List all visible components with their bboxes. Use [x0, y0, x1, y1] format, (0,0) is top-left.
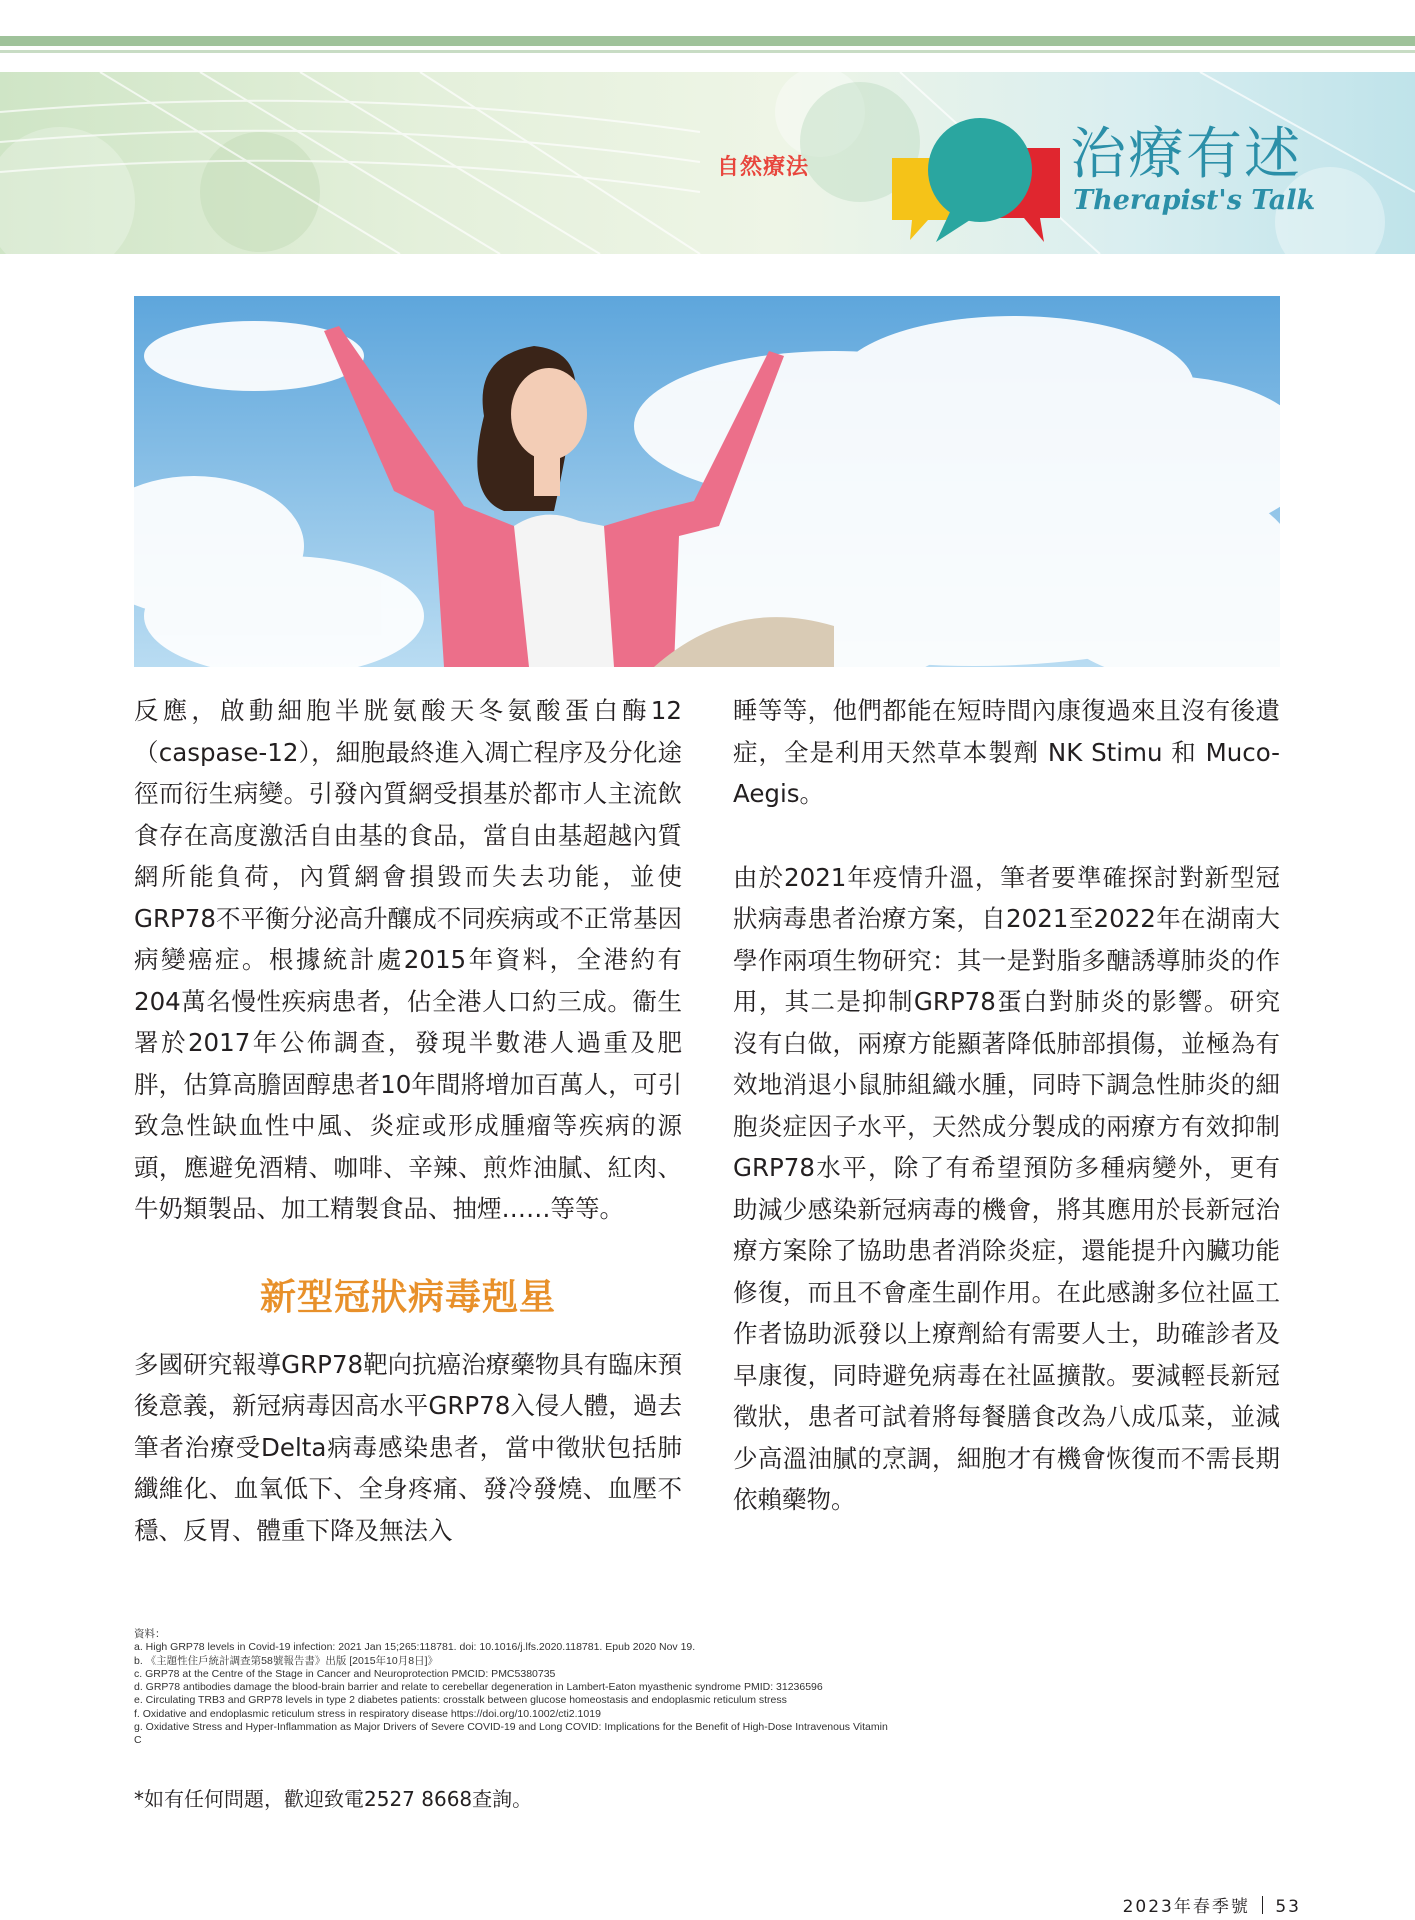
left-paragraph-2: 多國研究報導GRP78靶向抗癌治療藥物具有臨床預後意義，新冠病毒因高水平GRP78入侵人體，過去筆者治療受Delta病毒感染患者，當中徵狀包括肺纖維化、血氧低下、全身疼痛、發冷發燒、血壓不穩、反胃、體重下降及無法入 — [134, 1349, 682, 1545]
top-rule-thin — [0, 50, 1415, 53]
photo-woman-sky-icon — [134, 296, 1280, 667]
reference-item: c. GRP78 at the Centre of the Stage in Cancer and Neuroprotection PMCID: PMC5380735 — [134, 1667, 556, 1680]
hero-photo — [134, 296, 1280, 667]
right-paragraph-2: 由於2021年疫情升溫，筆者要準確探討對新型冠狀病毒患者治療方案，自2021至2022年在湖南大學作兩項生物研究：其一是對脂多醣誘導肺炎的作用，其二是抑制GRP78蛋白對肺炎的影響。研究沒有白做，兩療方能顯著降低肺部損傷，並極為有效地消退小鼠肺組織水腫，同時下調急性肺炎的細胞炎症因子水平，天然成分製成的兩療方有效抑制GRP78水平，除了有希望預防多種病變外，更有助減少感染新冠病毒的機會，將其應用於長新冠治療方案除了協助患者消除炎症，還能提升內臟功能修復，而且不會產生副作用。在此感謝多位社區工作者協助派發以上療劑給有需要人士，助確診者及早康復，同時避免病毒在社區擴散。要減輕長新冠徵狀，患者可試着將每餐膳食改為八成瓜菜，並減少高溫油膩的烹調，細胞才有機會恢復而不需長期依賴藥物。 — [733, 862, 1280, 1514]
reference-item: b. 《主題性住戶統計調查第58號報告書》出版 [2015年10月8日]》 — [134, 1654, 438, 1667]
column-title: 治療有述 — [1070, 122, 1302, 187]
enquiry-note: *如有任何問題，歡迎致電2527 8668查詢。 — [134, 1787, 533, 1811]
references — [134, 1628, 894, 1748]
page-footer — [1123, 1892, 1301, 1917]
article-left-column — [134, 690, 682, 1551]
reference-item: d. GRP78 antibodies damage the blood-brain barrier and relate to cerebellar degeneration in Lambert-Eaton myasthenic syndrome PMID: 31236596 — [134, 1681, 823, 1694]
footer-separator — [1262, 1896, 1264, 1914]
section-subheading: 新型冠狀病毒剋星 — [259, 1276, 556, 1318]
paragraph-gap — [733, 815, 1280, 857]
speech-bubbles-icon — [880, 100, 1070, 280]
section-tag: 自然療法 — [717, 155, 810, 180]
reference-item: e. Circulating TRB3 and GRP78 levels in type 2 diabetes patients: crosstalk between glucose homeostasis and endoplasmic reticulum stress — [134, 1694, 787, 1707]
column-subtitle: Therapist's Talk — [1073, 185, 1316, 216]
references-heading: 資料： — [134, 1628, 166, 1640]
issue-label: 2023年春季號 — [1122, 1897, 1250, 1917]
reference-item: g. Oxidative Stress and Hyper-Inflammation as Major Drivers of Severe COVID-19 and Long COVID: Implications for the Benefit of High-Dose Intravenous Vitamin C — [134, 1721, 888, 1747]
right-paragraph-1: 睡等等，他們都能在短時間內康復過來且沒有後遺症，全是利用天然草本製劑 NK Stimu 和 Muco-Aegis。 — [733, 696, 1280, 808]
reference-item: f. Oxidative and endoplasmic reticulum stress in respiratory disease https://doi.org/10.1002/cti2.1019 — [134, 1707, 601, 1720]
article-right-column — [733, 690, 1280, 1521]
page-number: 53 — [1275, 1897, 1301, 1917]
reference-item: a. High GRP78 levels in Covid-19 infection: 2021 Jan 15;265:118781. doi: 10.1016/j.lfs.2020.118781. Epub 2020 Nov 19. — [134, 1641, 696, 1654]
top-rule — [0, 36, 1415, 46]
left-paragraph-1: 反應，啟動細胞半胱氨酸天冬氨酸蛋白酶12（caspase-12），細胞最終進入凋亡程序及分化途徑而衍生病變。引發內質網受損基於都市人主流飲食存在高度激活自由基的食品，當自由基超越內質網所能負荷，內質網會損毀而失去功能，並使GRP78不平衡分泌高升釀成不同疾病或不正常基因病變癌症。根據統計處2015年資料，全港約有204萬名慢性疾病患者，佔全港人口約三成。衞生署於2017年公佈調查，發現半數港人過重及肥胖，估算高膽固醇患者10年間將增加百萬人，可引致急性缺血性中風、炎症或形成腫瘤等疾病的源頭，應避免酒精、咖啡、辛辣、煎炸油膩、紅肉、牛奶類製品、加工精製食品、抽煙……等等。 — [134, 696, 682, 1223]
